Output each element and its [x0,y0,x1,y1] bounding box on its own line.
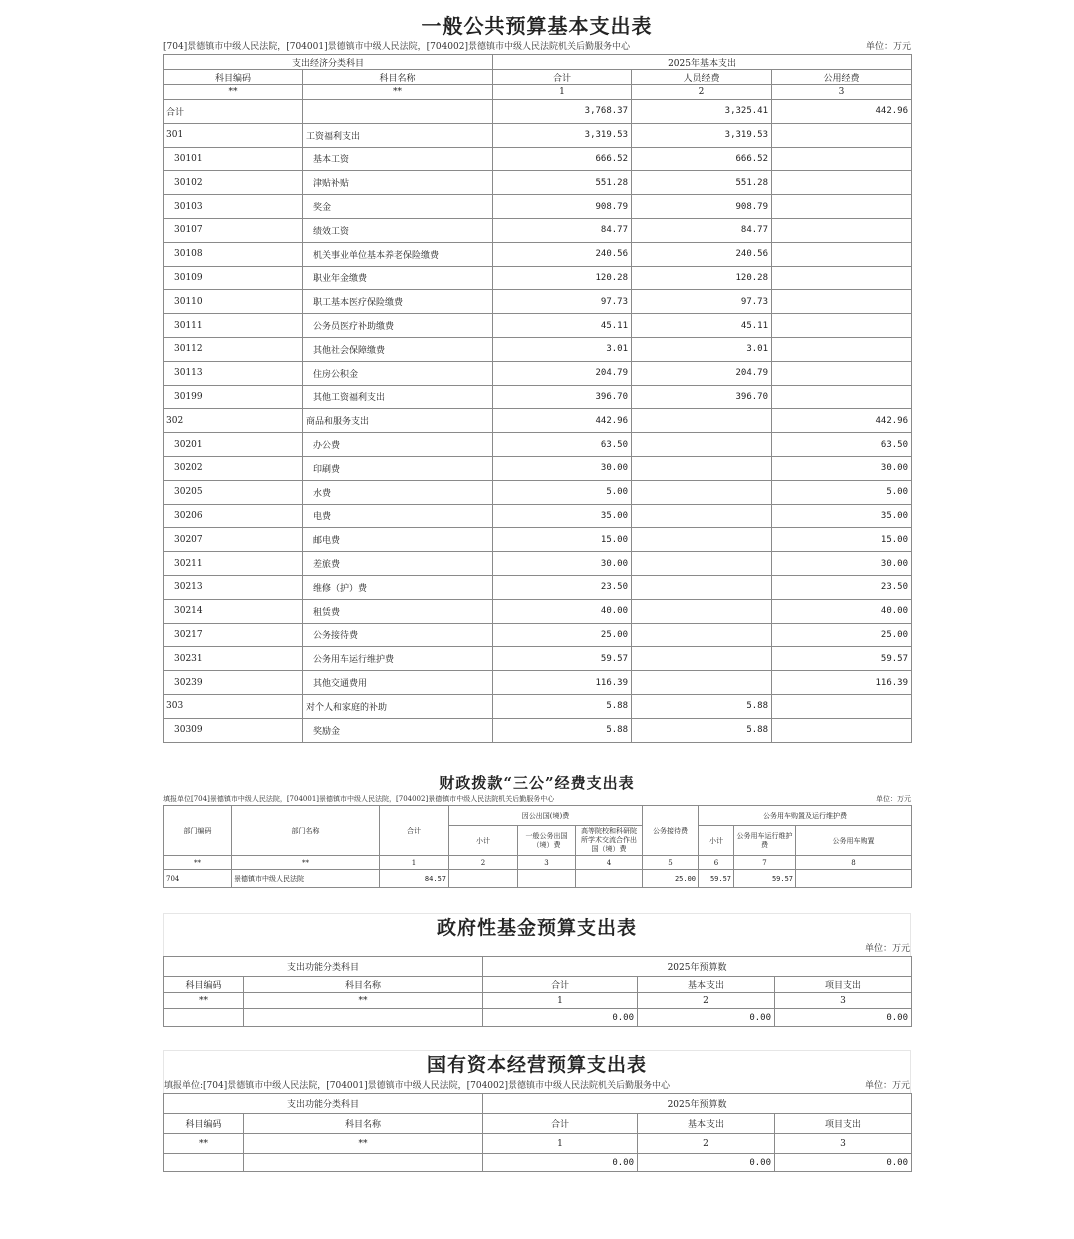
row-personnel: 3.01 [632,337,772,361]
index-row [164,993,912,1009]
table-row [164,147,912,171]
row-personnel [632,647,772,671]
table-row [164,694,912,718]
row-code: 30309 [164,718,303,742]
row-total: 5.88 [493,718,632,742]
row-code: 合计 [164,100,303,124]
row-personnel: 45.11 [632,314,772,338]
group-abroad: 因公出国(境)费 [449,806,643,826]
reporting-units: 填报单位:[704]景德镇市中级人民法院，[704001]景德镇市中级人民法院，[704002]景德镇市中级人民法院机关后勤服务中心 [164,1081,670,1091]
total-cell: 0.00 [775,1154,912,1172]
row-name: 公务接待费 [303,623,493,647]
total-row [164,1009,912,1027]
row-code: 30111 [164,314,303,338]
row-total: 666.52 [493,147,632,171]
header-row-columns [164,977,912,993]
row-personnel [632,409,772,433]
index-cell: 2 [638,1134,775,1154]
row-name: 职工基本医疗保险缴费 [303,290,493,314]
row-public: 15.00 [772,528,912,552]
gov-fund-heading [163,913,911,956]
table-row [164,385,912,409]
row-total: 396.70 [493,385,632,409]
row-name [303,100,493,124]
row-public [772,147,912,171]
header-row-columns [164,1114,912,1134]
gov-fund-title: 政府性基金预算支出表 [436,917,637,939]
row-personnel: 396.70 [632,385,772,409]
reporting-units: 填报单位[704]景德镇市中级人民法院，[704001]景德镇市中级人民法院，[704002]景德镇市中级人民法院机关后勤服务中心 [163,795,555,803]
row-code: 30112 [164,337,303,361]
row-code: 302 [164,409,303,433]
col-code: 科目编码 [164,70,303,85]
row-total: 23.50 [493,575,632,599]
row-total: 442.96 [493,409,632,433]
row-public [772,242,912,266]
row-name: 商品和服务支出 [303,409,493,433]
table-row [164,218,912,242]
row-public [772,361,912,385]
row-name: 差旅费 [303,552,493,576]
row-name: 津贴补贴 [303,171,493,195]
state-capital-title: 国有资本经营预算支出表 [426,1054,647,1076]
header-row-group [164,957,912,977]
row-name: 奖励金 [303,718,493,742]
col-general-abroad: 一般公务出国（境）费 [518,826,576,856]
col-reception: 公务接待费 [643,806,699,856]
row-code: 30213 [164,575,303,599]
row-code: 30113 [164,361,303,385]
table-row [164,290,912,314]
general-abroad [518,870,576,888]
group-vehicle: 公务用车购置及运行维护费 [699,806,912,826]
unit-label: 单位：万元 [876,795,911,803]
index-cell: ** [244,1134,483,1154]
row-public: 5.00 [772,480,912,504]
row-total: 116.39 [493,671,632,695]
row-code: 30205 [164,480,303,504]
col-project: 项目支出 [775,1114,912,1134]
basic-expenditure-section [163,12,911,743]
row-code: 30202 [164,456,303,480]
index-cell: 1 [493,85,632,100]
row-name: 机关事业单位基本养老保险缴费 [303,242,493,266]
three-public-table [163,805,912,888]
row-total: 84.77 [493,218,632,242]
row-public [772,694,912,718]
row-total: 120.28 [493,266,632,290]
index-cell: 6 [699,856,734,870]
row-name: 电费 [303,504,493,528]
col-personnel: 人员经费 [632,70,772,85]
row-name: 其他工资福利支出 [303,385,493,409]
total-cell [244,1009,483,1027]
row-name: 奖金 [303,195,493,219]
index-cell: 3 [518,856,576,870]
vehicle-subtotal: 59.57 [699,870,734,888]
row-public: 442.96 [772,409,912,433]
header-row-columns [164,70,912,85]
row-personnel: 204.79 [632,361,772,385]
three-public-section [163,773,911,888]
row-code: 30201 [164,433,303,457]
col-name: 科目名称 [303,70,493,85]
index-row [164,85,912,100]
gov-fund-table [163,956,912,1027]
col-academic-abroad: 高等院校和科研院所学术交流合作出国（境）费 [576,826,643,856]
row-public [772,337,912,361]
three-public-info [163,793,911,805]
dept-code: 704 [164,870,232,888]
col-vehicle-subtotal: 小计 [699,826,734,856]
col-public: 公用经费 [772,70,912,85]
index-cell: 1 [380,856,449,870]
col-name: 科目名称 [244,1114,483,1134]
row-code: 30110 [164,290,303,314]
row-code: 301 [164,123,303,147]
row-code: 30108 [164,242,303,266]
row-personnel: 84.77 [632,218,772,242]
row-name: 绩效工资 [303,218,493,242]
row-name: 租赁费 [303,599,493,623]
col-code: 科目编码 [164,977,244,993]
row-code: 30217 [164,623,303,647]
row-personnel: 3,319.53 [632,123,772,147]
index-cell: 3 [772,85,912,100]
row-name: 公务用车运行维护费 [303,647,493,671]
header-row-group [164,1094,912,1114]
header-category: 支出功能分类科目 [164,957,483,977]
row-public: 116.39 [772,671,912,695]
total-cell [164,1154,244,1172]
row-code: 30214 [164,599,303,623]
row-code: 30102 [164,171,303,195]
table-row [164,623,912,647]
row-code: 30211 [164,552,303,576]
state-capital-section [163,1050,911,1172]
row-public [772,123,912,147]
row-personnel [632,480,772,504]
row-personnel [632,528,772,552]
row-code: 30199 [164,385,303,409]
state-capital-table [163,1093,912,1172]
index-cell: 3 [775,993,912,1009]
row-personnel: 908.79 [632,195,772,219]
row-name: 住房公积金 [303,361,493,385]
col-total: 合计 [483,1114,638,1134]
index-cell: 2 [638,993,775,1009]
table-row [164,314,912,338]
row-name: 印刷费 [303,456,493,480]
col-dept-name: 部门名称 [232,806,380,856]
row-public: 23.50 [772,575,912,599]
index-cell: 5 [643,856,699,870]
row-name: 其他社会保障缴费 [303,337,493,361]
row-total: 35.00 [493,504,632,528]
row-total: 15.00 [493,528,632,552]
row-public: 30.00 [772,456,912,480]
table-row [164,504,912,528]
row-code: 303 [164,694,303,718]
row-total: 204.79 [493,361,632,385]
row-code: 30109 [164,266,303,290]
header-row-group [164,55,912,70]
table-row [164,266,912,290]
index-cell: ** [164,993,244,1009]
header-category: 支出经济分类科目 [164,55,493,70]
index-cell: 8 [796,856,912,870]
row-total: 25.00 [493,623,632,647]
header-category: 支出功能分类科目 [164,1094,483,1114]
row-public [772,314,912,338]
row-personnel [632,433,772,457]
row-total: 45.11 [493,314,632,338]
row-public [772,266,912,290]
row-total: 5.00 [493,480,632,504]
total: 84.57 [380,870,449,888]
row-personnel [632,504,772,528]
row-total: 59.57 [493,647,632,671]
table-row [164,100,912,124]
row-public [772,218,912,242]
col-code: 科目编码 [164,1114,244,1134]
row-name: 基本工资 [303,147,493,171]
row-public: 40.00 [772,599,912,623]
table-row [164,575,912,599]
index-row [164,1134,912,1154]
row-personnel [632,456,772,480]
table-row [164,433,912,457]
index-cell: 2 [632,85,772,100]
row-public [772,195,912,219]
table-row [164,337,912,361]
row-code: 30101 [164,147,303,171]
t2-header-row-1 [164,806,912,826]
row-name: 工资福利支出 [303,123,493,147]
row-personnel: 120.28 [632,266,772,290]
row-personnel: 5.88 [632,694,772,718]
row-public [772,171,912,195]
row-public: 30.00 [772,552,912,576]
row-code: 30107 [164,218,303,242]
col-vehicle-purchase: 公务用车购置 [796,826,912,856]
row-public: 442.96 [772,100,912,124]
t2-data-row [164,870,912,888]
vehicle-purchase [796,870,912,888]
basic-expenditure-info [163,40,911,54]
header-year: 2025年预算数 [483,957,912,977]
index-cell: 1 [483,1134,638,1154]
index-cell: 4 [576,856,643,870]
row-name: 办公费 [303,433,493,457]
table-row [164,171,912,195]
header-year: 2025年基本支出 [493,55,912,70]
basic-expenditure-title: 一般公共预算基本支出表 [421,14,653,38]
row-public: 63.50 [772,433,912,457]
unit-label: 单位：万元 [864,944,910,954]
col-basic: 基本支出 [638,1114,775,1134]
row-total: 240.56 [493,242,632,266]
index-cell: 1 [483,993,638,1009]
row-personnel: 3,325.41 [632,100,772,124]
row-name: 邮电费 [303,528,493,552]
three-public-title: 财政拨款“三公”经费支出表 [439,774,635,792]
row-total: 30.00 [493,456,632,480]
row-public [772,718,912,742]
row-code: 30207 [164,528,303,552]
abroad-subtotal [449,870,518,888]
gov-fund-info [164,942,910,956]
index-cell: 2 [449,856,518,870]
col-total: 合计 [380,806,449,856]
row-personnel [632,671,772,695]
row-public: 25.00 [772,623,912,647]
table-row [164,409,912,433]
row-name: 对个人和家庭的补助 [303,694,493,718]
col-name: 科目名称 [244,977,483,993]
index-cell: 3 [775,1134,912,1154]
row-total: 3,319.53 [493,123,632,147]
row-personnel: 240.56 [632,242,772,266]
col-project: 项目支出 [775,977,912,993]
basic-expenditure-table [163,54,912,743]
table-row [164,361,912,385]
row-total: 3,768.37 [493,100,632,124]
table-row [164,599,912,623]
row-personnel: 97.73 [632,290,772,314]
row-personnel: 5.88 [632,718,772,742]
state-capital-info [164,1079,910,1093]
table-row [164,718,912,742]
dept-name: 景德镇市中级人民法院 [232,870,380,888]
state-capital-heading [163,1050,911,1093]
row-personnel [632,599,772,623]
row-code: 30239 [164,671,303,695]
index-cell: 7 [734,856,796,870]
col-basic: 基本支出 [638,977,775,993]
row-name: 公务员医疗补助缴费 [303,314,493,338]
vehicle-maintenance: 59.57 [734,870,796,888]
row-public [772,290,912,314]
row-public: 59.57 [772,647,912,671]
row-total: 30.00 [493,552,632,576]
table-row [164,647,912,671]
academic-abroad [576,870,643,888]
row-name: 维修（护）费 [303,575,493,599]
row-total: 40.00 [493,599,632,623]
row-total: 97.73 [493,290,632,314]
row-personnel: 666.52 [632,147,772,171]
col-dept-code: 部门编码 [164,806,232,856]
total-cell: 0.00 [483,1009,638,1027]
row-code: 30103 [164,195,303,219]
row-personnel [632,552,772,576]
row-public [772,385,912,409]
index-cell: ** [164,856,232,870]
header-year: 2025年预算数 [483,1094,912,1114]
basic-expenditure-body [164,100,912,743]
row-total: 3.01 [493,337,632,361]
row-public: 35.00 [772,504,912,528]
row-name: 其他交通费用 [303,671,493,695]
row-name: 水费 [303,480,493,504]
index-cell: ** [232,856,380,870]
col-abroad-subtotal: 小计 [449,826,518,856]
row-total: 551.28 [493,171,632,195]
unit-label: 单位：万元 [865,42,911,52]
total-cell: 0.00 [638,1009,775,1027]
reporting-units: [704]景德镇市中级人民法院，[704001]景德镇市中级人民法院，[704002]景德镇市中级人民法院机关后勤服务中心 [163,42,630,52]
index-cell: ** [164,1134,244,1154]
row-name: 职业年金缴费 [303,266,493,290]
col-vehicle-maintenance: 公务用车运行维护费 [734,826,796,856]
gov-fund-section [163,913,911,1027]
table-row [164,456,912,480]
reception: 25.00 [643,870,699,888]
row-total: 908.79 [493,195,632,219]
table-row [164,123,912,147]
row-code: 30206 [164,504,303,528]
index-cell: ** [164,85,303,100]
t2-index-row [164,856,912,870]
col-total: 合计 [483,977,638,993]
total-cell: 0.00 [638,1154,775,1172]
index-cell: ** [303,85,493,100]
total-cell: 0.00 [483,1154,638,1172]
row-total: 5.88 [493,694,632,718]
table-row [164,671,912,695]
row-total: 63.50 [493,433,632,457]
row-personnel [632,575,772,599]
row-personnel [632,623,772,647]
table-row [164,552,912,576]
unit-label: 单位：万元 [864,1081,910,1091]
row-code: 30231 [164,647,303,671]
table-row [164,528,912,552]
index-cell: ** [244,993,483,1009]
total-row [164,1154,912,1172]
total-cell: 0.00 [775,1009,912,1027]
total-cell [244,1154,483,1172]
table-row [164,242,912,266]
row-personnel: 551.28 [632,171,772,195]
table-row [164,480,912,504]
table-row [164,195,912,219]
total-cell [164,1009,244,1027]
col-total: 合计 [493,70,632,85]
